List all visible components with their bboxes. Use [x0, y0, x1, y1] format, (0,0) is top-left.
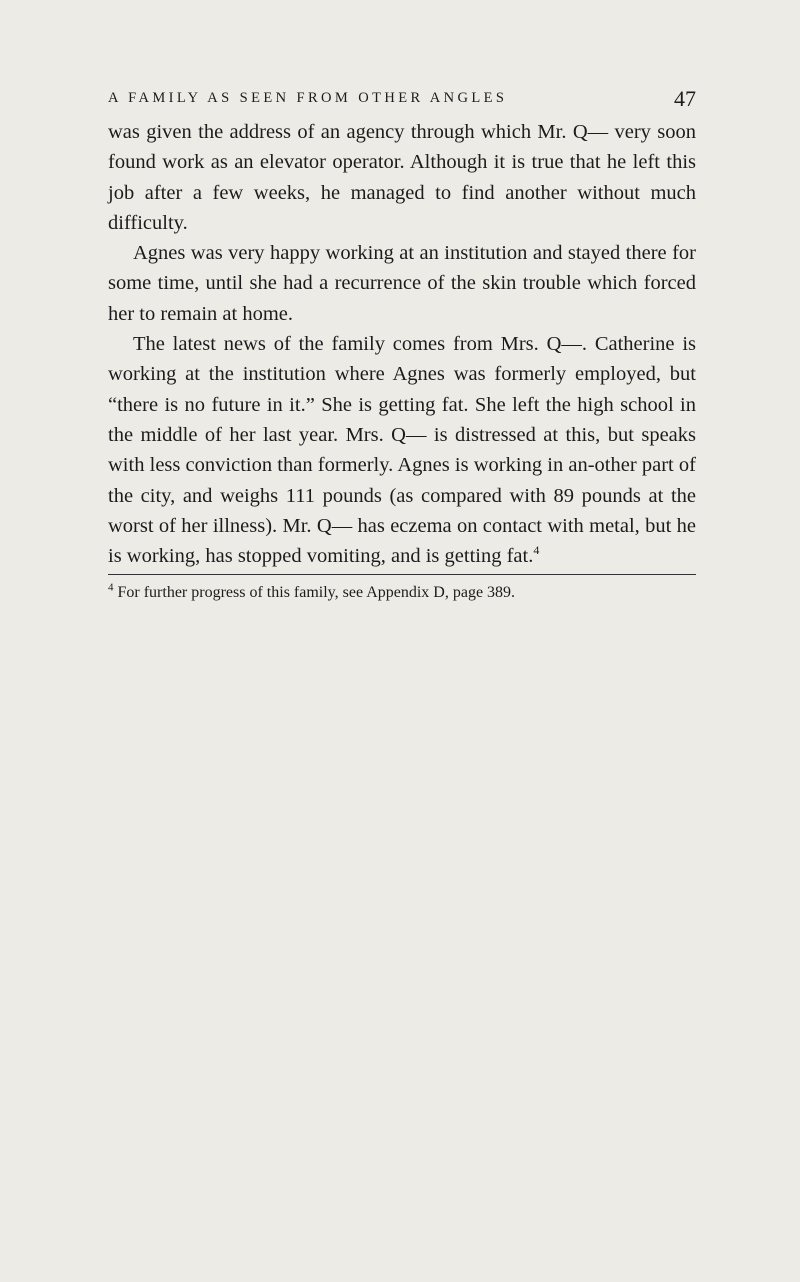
footnote [108, 582, 696, 604]
page-number: 47 [674, 86, 696, 111]
body-text [108, 117, 696, 571]
footnote-reference: 4 [533, 543, 540, 558]
paragraph-continued: was given the address of an agency through which Mr. Q— very soon found work as an elevator operator. Although it is true that he left this job after a few weeks, he managed to find another without much difficulty. [108, 121, 696, 234]
paragraph-agnes: Agnes was very happy working at an institution and stayed there for some time, until she had a recurrence of the skin trouble which forced her to remain at home. [108, 242, 696, 325]
running-title: A FAMILY AS SEEN FROM OTHER ANGLES [108, 90, 508, 106]
footnote-text: For further progress of this family, see Appendix D, page 389. [117, 584, 516, 601]
footnote-number: 4 [108, 581, 114, 594]
footnote-divider [108, 574, 696, 575]
paragraph-latest-news-text: The latest news of the family comes from Mrs. Q—. Catherine is working at the institution where Agnes was formerly employed, but “there is no future in it.” She is getting fat. She left the high school in the middle of her last year. Mrs. Q— is distressed at this, but speaks with less conviction than formerly. Agnes is working in an-other part of the city, and weighs 111 pounds (as compared with 89 pounds at the worst of her illness). Mr. Q— has eczema on contact with metal, but he is working, has stopped vomiting, and is getting fat. [108, 333, 696, 568]
running-head [108, 86, 696, 112]
paragraph-latest-news [108, 329, 696, 571]
